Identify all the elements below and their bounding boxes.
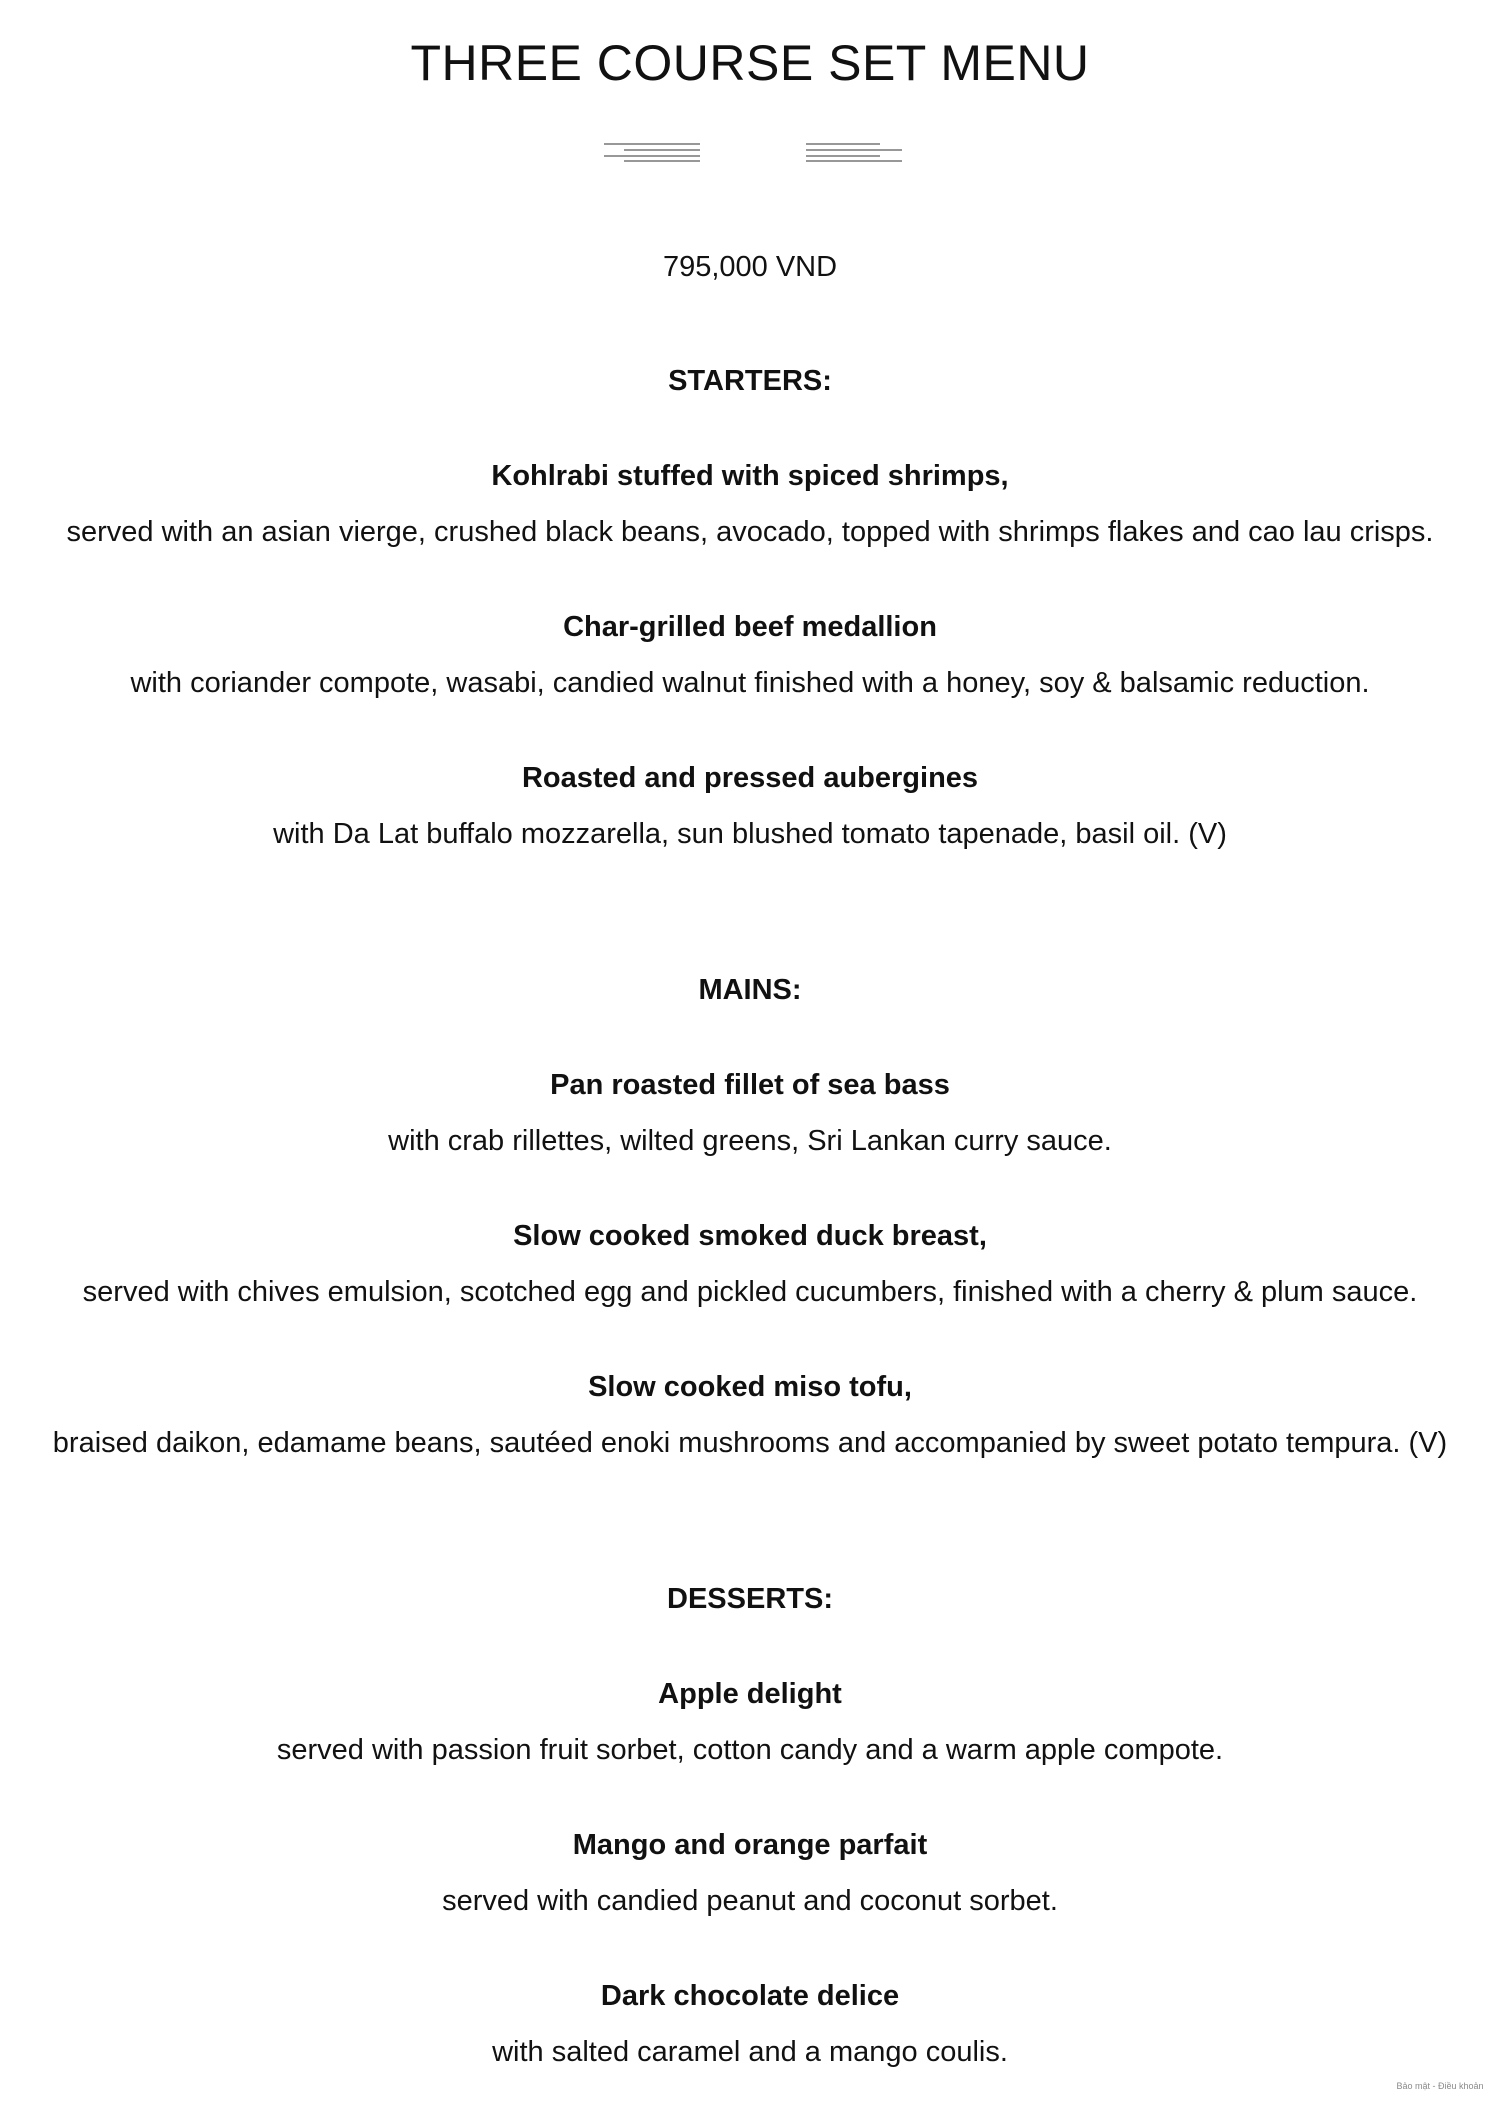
dish-name: Apple delight bbox=[658, 1678, 842, 1710]
page-title: THREE COURSE SET MENU bbox=[410, 35, 1090, 91]
section-heading-mains: MAINS: bbox=[698, 974, 802, 1006]
dish-name: Roasted and pressed aubergines bbox=[521, 762, 979, 794]
dish-description: served with passion fruit sorbet, cotton candy and a warm apple compote. bbox=[276, 1734, 1224, 1766]
terms-link[interactable]: Điều khoản bbox=[1437, 2081, 1484, 2091]
dish-name: Slow cooked smoked duck breast, bbox=[513, 1220, 987, 1252]
dish-description: with Da Lat buffalo mozzarella, sun blushed tomato tapenade, basil oil. (V) bbox=[273, 818, 1227, 850]
dish-name: Pan roasted fillet of sea bass bbox=[550, 1069, 950, 1101]
dish-name: Dark chocolate delice bbox=[600, 1980, 900, 2012]
dish-name: Char-grilled beef medallion bbox=[563, 611, 937, 643]
privacy-link[interactable]: Bảo mật bbox=[1396, 2081, 1430, 2091]
menu-price: 795,000 VND bbox=[662, 251, 838, 283]
dish-description: with crab rillettes, wilted greens, Sri Lankan curry sauce. bbox=[388, 1125, 1112, 1157]
dish-name: Kohlrabi stuffed with spiced shrimps, bbox=[491, 460, 1009, 492]
ornamental-divider bbox=[0, 140, 1500, 166]
dish-description: with salted caramel and a mango coulis. bbox=[492, 2036, 1008, 2068]
dish-description: served with candied peanut and coconut sorbet. bbox=[442, 1885, 1058, 1917]
section-heading-desserts: DESSERTS: bbox=[667, 1583, 833, 1615]
footer-links bbox=[1390, 2080, 1490, 2092]
section-heading-starters: STARTERS: bbox=[668, 365, 832, 397]
dish-description: served with chives emulsion, scotched egg and pickled cucumbers, finished with a cherry & plum sauce. bbox=[82, 1276, 1418, 1308]
dish-description: with coriander compote, wasabi, candied walnut finished with a honey, soy & balsamic reduction. bbox=[130, 667, 1370, 699]
footer-separator: - bbox=[1429, 2081, 1438, 2091]
dish-description: braised daikon, edamame beans, sautéed enoki mushrooms and accompanied by sweet potato tempura. (V) bbox=[52, 1427, 1448, 1459]
dish-description: served with an asian vierge, crushed black beans, avocado, topped with shrimps flakes and cao lau crisps. bbox=[66, 516, 1434, 548]
dish-name: Slow cooked miso tofu, bbox=[588, 1371, 912, 1403]
dish-name: Mango and orange parfait bbox=[572, 1829, 928, 1861]
